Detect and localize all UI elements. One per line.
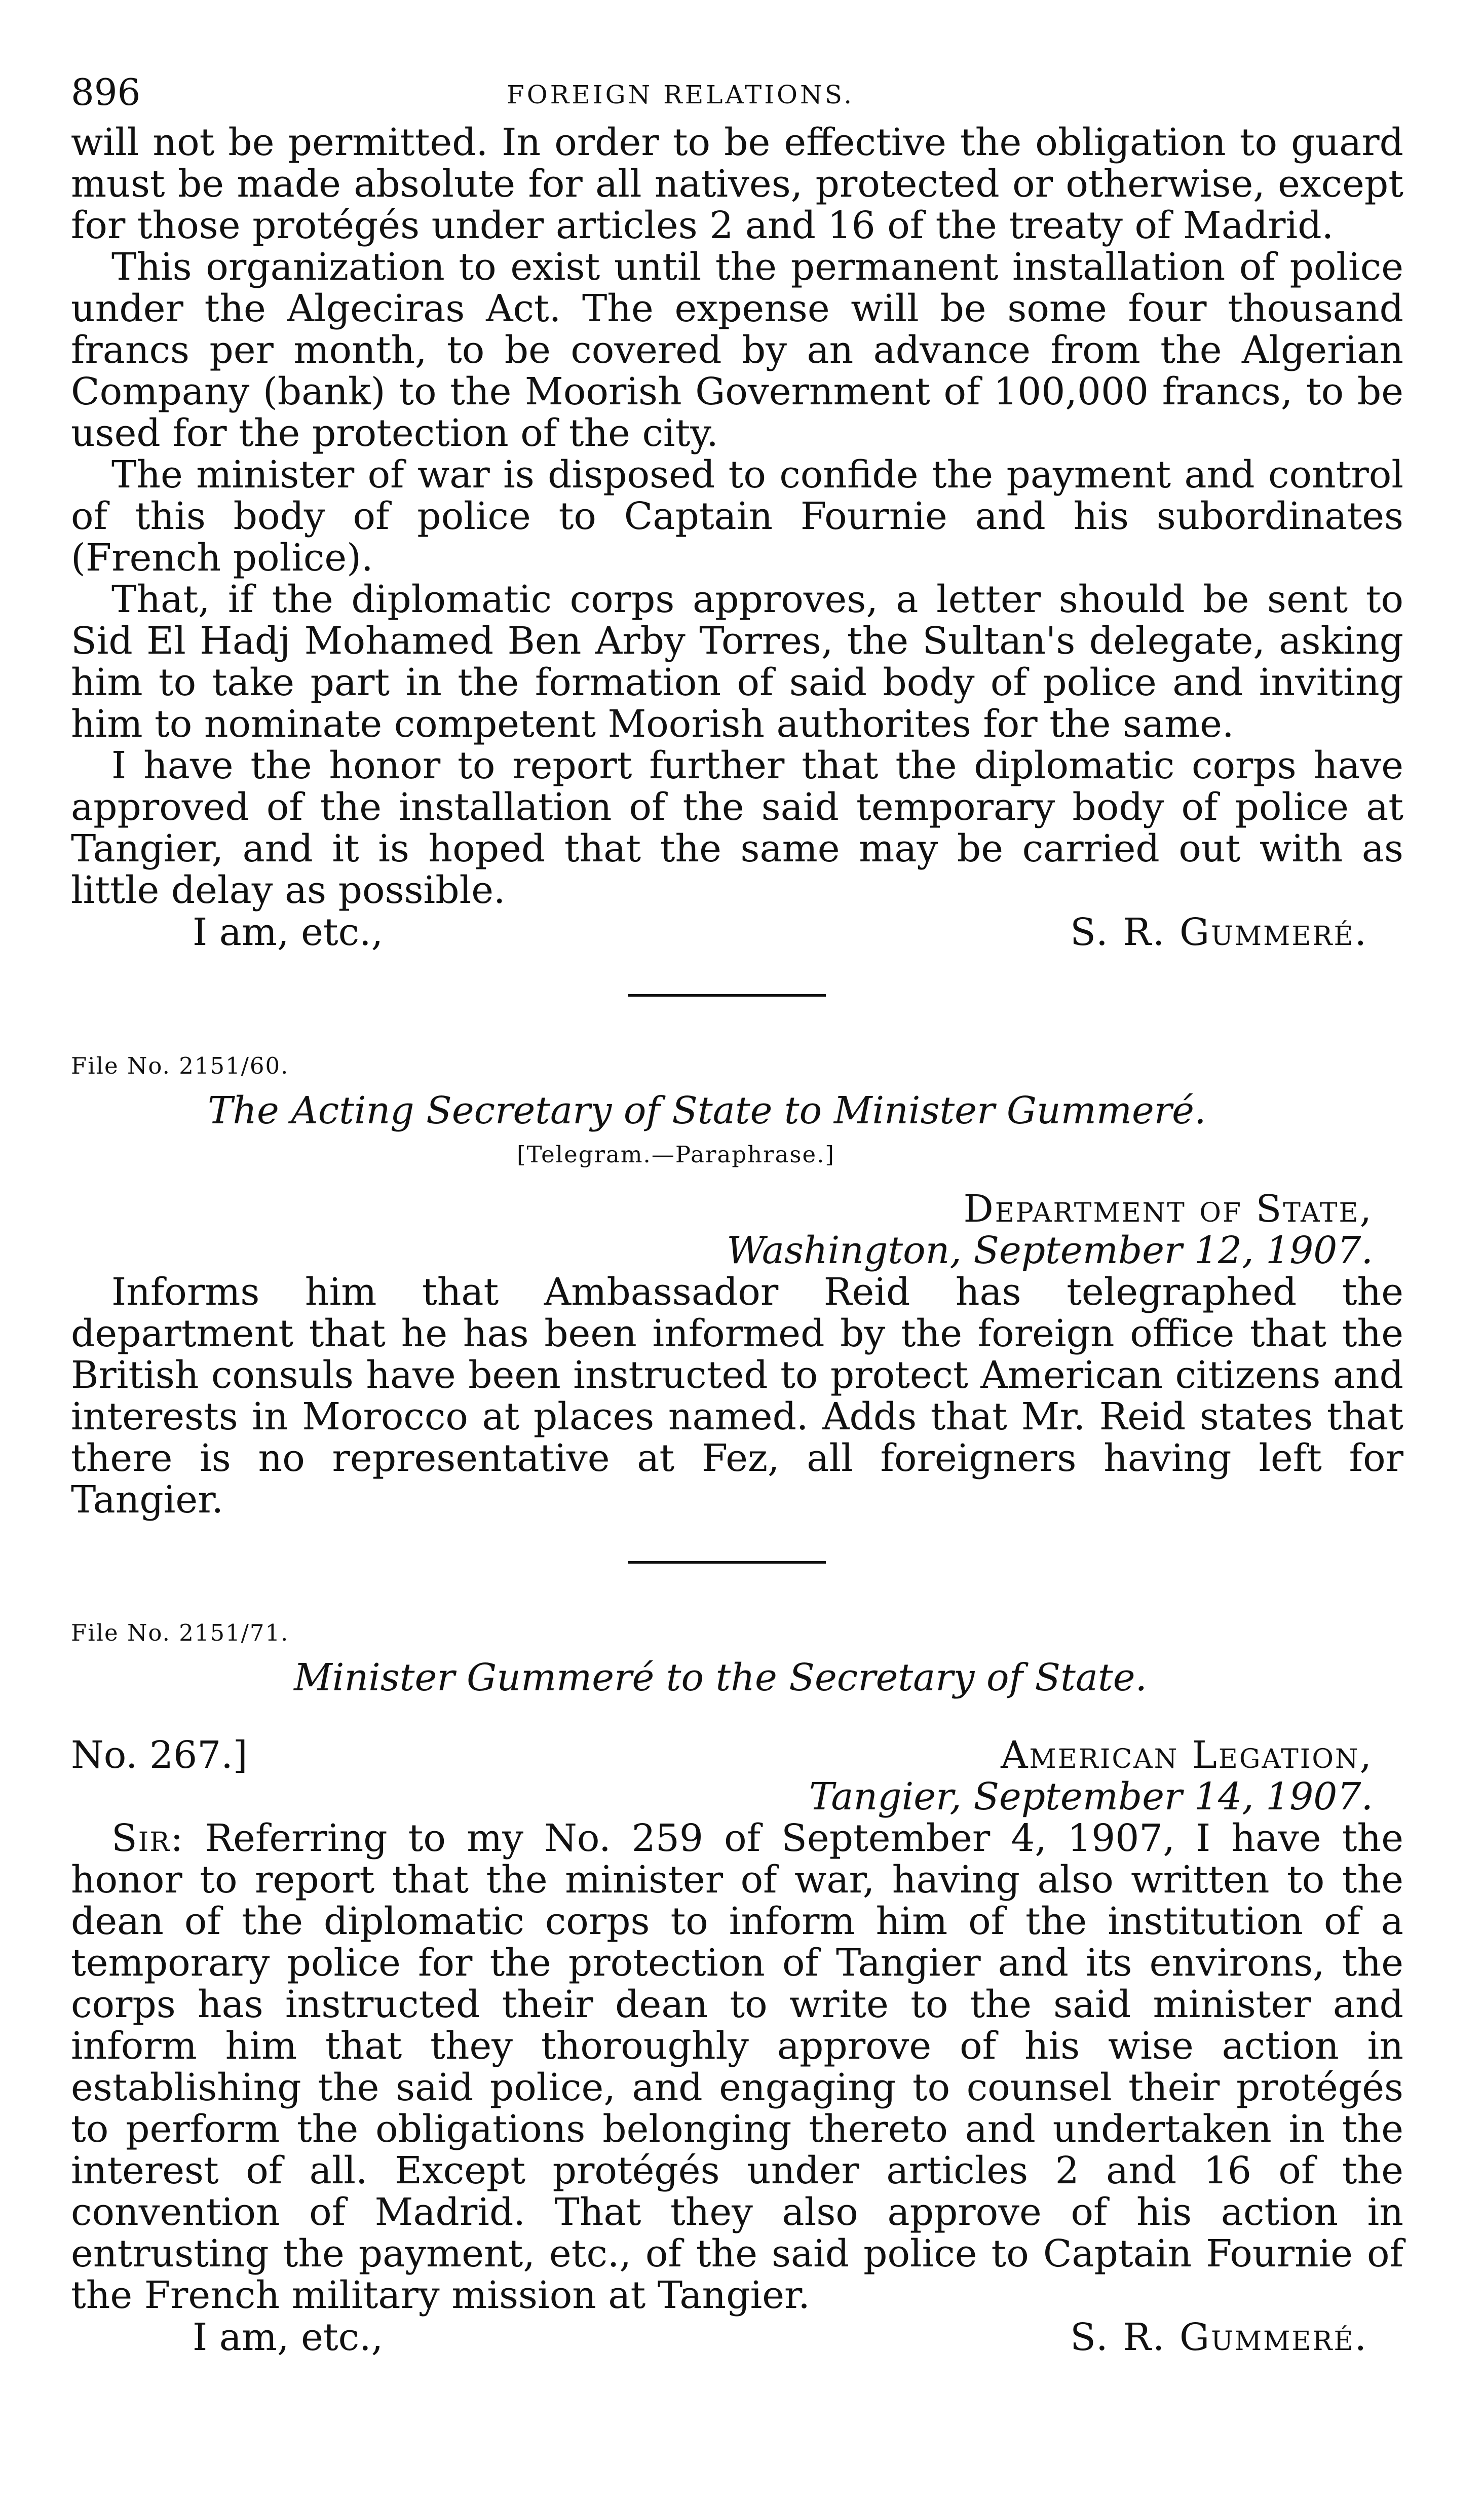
dateline bbox=[809, 1734, 1403, 1817]
closing-phrase: I am, etc., bbox=[193, 2316, 384, 2359]
letter-header bbox=[71, 1734, 1403, 1817]
paragraph: Informs him that Ambassador Reid has telegraphed the department that he has been informed by the foreign office that the British consuls have been instructed to protect American citizens and interests in Morocco at places named. Adds that Mr. Reid states that there is no representative at Fez, all foreigners having left for Tangier. bbox=[71, 1270, 1403, 1522]
section-2-body bbox=[71, 1271, 1403, 1521]
section-3-closing bbox=[71, 2316, 1403, 2359]
file-number: File No. 2151/71. bbox=[71, 1619, 289, 1646]
paragraph bbox=[71, 1817, 1403, 2316]
document-title: The Acting Secretary of State to Minister Gummeré. bbox=[208, 1089, 1206, 1132]
running-title: FOREIGN RELATIONS. bbox=[507, 80, 855, 109]
paragraph: That, if the diplomatic corps approves, a letter should be sent to Sid El Hadj Mohamed Ben Arby Torres, the Sultan's delegate, asking him to take part in the formation of said body of police and inviting him to nominate competent Moorish authorites for the same. bbox=[71, 578, 1403, 746]
paragraph-text: Referring to my No. 259 of September 4, 1907, I have the honor to report that the minister of war, having also written to the dean of the diplomatic corps to inform him of the institution of a temporary police for the protection of Tangier and its environs, the corps has instructed their dean to write to the said minister and inform him that they thoroughly approve of his wise action in establishing the said police, and engaging to counsel their protégés to perform the obligations belonging thereto and undertaken in the interest of all. Except protégés under articles 2 and 16 of the convention of Madrid. That they also approve of his action in entrusting the payment, etc., of the said police to Captain Fournie of the French military mission at Tangier. bbox=[71, 1816, 1403, 2317]
section-1-body bbox=[71, 122, 1403, 911]
section-3-body bbox=[71, 1817, 1403, 2316]
paragraph: The minister of war is disposed to confide the payment and control of this body of police to Captain Fournie and his subordinates (French police). bbox=[71, 453, 1403, 580]
document-page bbox=[71, 71, 1403, 2359]
section-divider bbox=[628, 1561, 826, 1564]
closing-phrase: I am, etc., bbox=[193, 911, 384, 954]
dateline-place-date: Washington, September 12, 1907. bbox=[727, 1229, 1373, 1272]
paragraph: This organization to exist until the permanent installation of police under the Algeciras Act. The expense will be some four thousand francs per month, to be covered by an advance from the Algerian Company (bank) to the Moorish Government of 100,000 francs, to be used for the protection of the city. bbox=[71, 245, 1403, 455]
paragraph: will not be permitted. In order to be effective the obligation to guard must be made absolute for all natives, protected or otherwise, except for those protégés under articles 2 and 16 of the treaty of Madrid. bbox=[71, 121, 1403, 247]
signature: S. R. Gummeré. bbox=[1070, 911, 1368, 954]
section-1-closing bbox=[71, 911, 1403, 954]
signature: S. R. Gummeré. bbox=[1070, 2316, 1368, 2359]
document-number: No. 267.] bbox=[71, 1733, 248, 1777]
file-number: File No. 2151/60. bbox=[71, 1052, 289, 1079]
dateline-org: Department of State, bbox=[963, 1187, 1373, 1231]
section-divider bbox=[628, 994, 826, 997]
dateline bbox=[71, 1188, 1403, 1271]
telegram-note: [Telegram.—Paraphrase.] bbox=[517, 1141, 835, 1168]
document-title: Minister Gummeré to the Secretary of State. bbox=[294, 1656, 1148, 1699]
dateline-place-date: Tangier, September 14, 1907. bbox=[809, 1775, 1373, 1818]
dateline-org: American Legation, bbox=[1001, 1733, 1373, 1777]
page-number: 896 bbox=[71, 71, 141, 113]
salutation: Sir: bbox=[111, 1816, 184, 1860]
running-head bbox=[71, 71, 1403, 122]
paragraph: I have the honor to report further that the diplomatic corps have approved of the installation of the said temporary body of police at Tangier, and it is hoped that the same may be carried out with as little delay as possible. bbox=[71, 744, 1403, 912]
